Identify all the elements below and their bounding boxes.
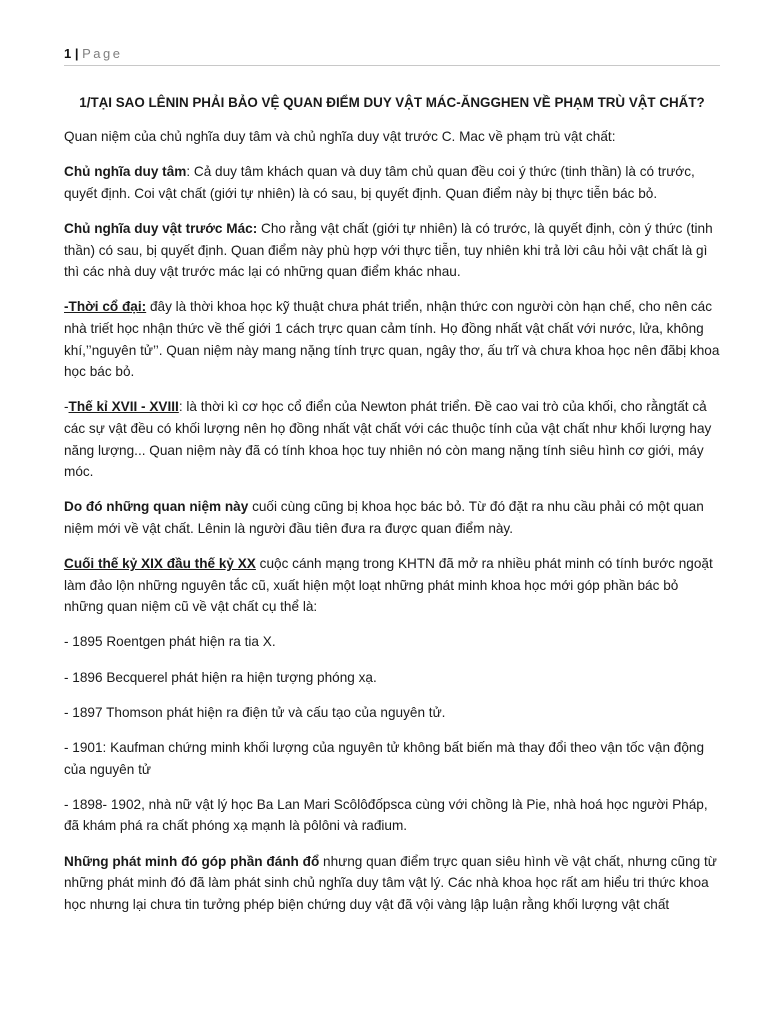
term-duy-vat: Chủ nghĩa duy vật trước Mác: <box>64 220 258 236</box>
discovery-item: - 1896 Becquerel phát hiện ra hiện tượng phóng xạ. <box>64 669 377 685</box>
page-label: Page <box>82 46 123 61</box>
discovery-item: - 1897 Thomson phát hiện ra điện tử và cấu tạo của nguyên tử. <box>64 704 446 720</box>
paragraph-co-dai <box>64 296 720 382</box>
discovery-item: - 1895 Roentgen phát hiện ra tia X. <box>64 634 276 650</box>
paragraph-cuoi-the-ky <box>64 553 720 618</box>
paragraph-nhung-phat-minh <box>64 851 720 916</box>
page-number: 1 <box>64 46 72 61</box>
term-nhung-phat-minh: Những phát minh đó góp phần đánh đổ <box>64 853 320 869</box>
text-do-do: cuối cùng cũng bị khoa học bác bỏ. Từ đó đặt ra nhu cầu phải có một quan niệm mới về vật chất. Lênin là người đầu tiên đưa ra được quan điểm này. <box>64 499 704 536</box>
paragraph-duy-vat <box>64 218 720 283</box>
page-separator: | <box>74 46 79 61</box>
text-nhung-phat-minh: nhưng quan điểm trực quan siêu hình về vật chất, nhưng cũng từ những phát minh đó đã làm phát sinh chủ nghĩa duy tâm vật lý. Các nhà khoa học rất am hiểu tri thức khoa học nhưng lại chưa tin tưởng phép biện chứng duy vật đã vội vàng lập luận rằng khối lượng vật chất <box>64 853 717 912</box>
term-co-dai: -Thời cổ đại: <box>64 299 147 315</box>
discovery-item: - 1898- 1902, nhà nữ vật lý học Ba Lan Mari Scôlôđốpsca cùng với chồng là Pie, nhà hoá học người Pháp, đã khám phá ra chất phóng xạ mạnh là pôlôni và rađium. <box>64 796 708 834</box>
document-body <box>64 126 720 929</box>
text-cuoi-the-ky: cuộc cánh mạng trong KHTN đã mở ra nhiều phát minh có tính bước ngoặt làm đảo lộn những nguyên tắc cũ, xuất hiện một loạt những phát minh khoa học mới góp phần bác bỏ những quan niệm cũ về vật chất cụ thể là: <box>64 556 713 615</box>
paragraph-do-do <box>64 496 720 539</box>
paragraph-the-ki <box>64 396 720 482</box>
paragraph-duy-tam <box>64 161 720 204</box>
text-the-ki: : là thời kì cơ học cổ điển của Newton phát triển. Đề cao vai trò của khối, cho rằngtất cả các sự vật đều có khối lượng nên họ đồng nhất vật chất với các thuộc tính của vật chất như khối lượng hay năng lượng... Quan niệm này đã có tính khoa học tuy nhiên nó còn mang nặng tính siêu hình cơ giới, máy móc. <box>64 399 712 480</box>
text-duy-vat: Cho rằng vật chất (giới tự nhiên) là có trước, là quyết định, còn ý thức (tinh thần) có sau, bị quyết định. Quan điểm này phù hợp với thực tiễn, tuy nhiên khi trả lời câu hỏi vật chất là gì thì các nhà duy vật trước mác lại có những quan điểm khác nhau. <box>64 220 713 280</box>
discovery-item: - 1901: Kaufman chứng minh khối lượng của nguyên tử không bất biến mà thay đổi theo vận tốc vận động của nguyên tử <box>64 740 705 777</box>
prefix-the-ki: - <box>64 399 69 415</box>
term-the-ki: Thế kỉ XVII - XVIII <box>68 399 179 415</box>
document-title: 1/TẠI SAO LÊNIN PHẢI BẢO VỆ QUAN ĐIỂM DUY VẬT MÁC-ĂNGGHEN VỀ PHẠM TRÙ VẬT CHẤT? <box>79 95 705 110</box>
term-duy-tam: Chủ nghĩa duy tâm <box>64 164 187 180</box>
term-cuoi-the-ky: Cuối thế kỷ XIX đầu thế kỷ XX <box>64 556 256 572</box>
text-co-dai: đây là thời khoa học kỹ thuật chưa phát triển, nhận thức con người còn hạn chế, cho nên các nhà triết học nhận thức về thế giới 1 cách trực quan cảm tính. Họ đồng nhất vật chất với nước, lửa, không khí,’’nguyên tử’’. Quan niệm này mang nặng tính trực quan, ngây thơ, ấu trĩ và chưa khoa học nên đãbị khoa học bác bỏ. <box>64 299 720 380</box>
text-duy-tam: : Cả duy tâm khách quan và duy tâm chủ quan đều coi ý thức (tinh thần) là có trước, quyết định. Coi vật chất (giới tự nhiên) là có sau, bị quyết định. Quan điểm này bị thực tiễn bác bỏ. <box>64 164 695 201</box>
page-header <box>64 45 720 66</box>
intro-paragraph: Quan niệm của chủ nghĩa duy tâm và chủ nghĩa duy vật trước C. Mac về phạm trù vật chất: <box>64 129 616 144</box>
term-do-do: Do đó những quan niệm này <box>64 499 249 515</box>
